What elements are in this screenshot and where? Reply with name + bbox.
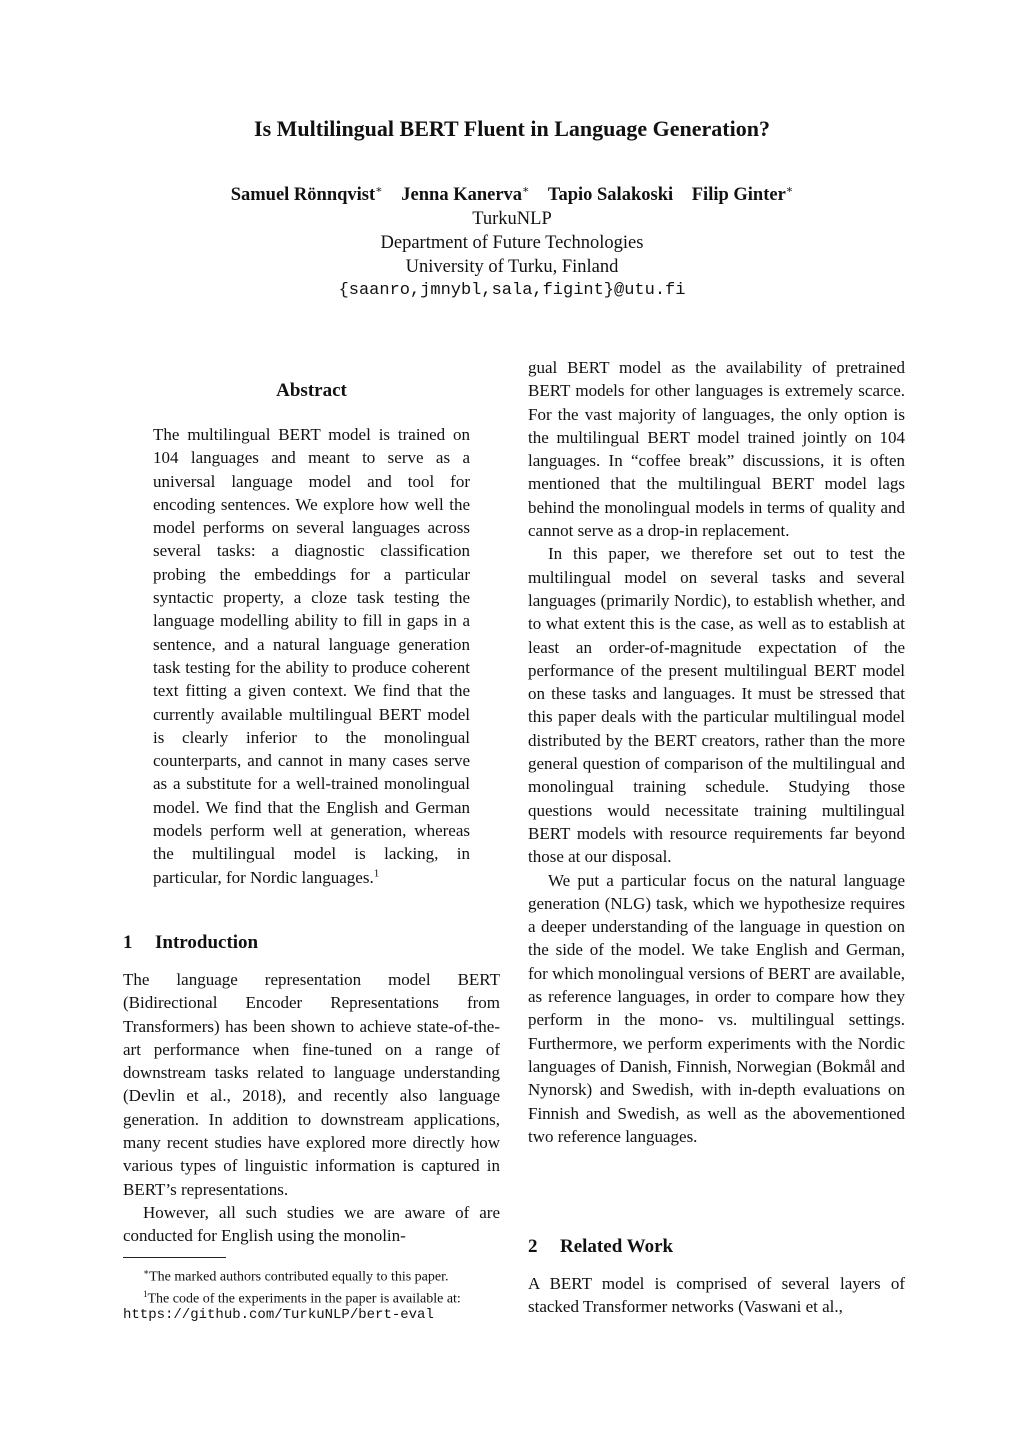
related-work-body [528,1272,905,1319]
paragraph: gual BERT model as the availability of pretrained BERT models for other languages is extremely scarce. For the vast majority of languages, the only option is the multilingual BERT model trained jointly on 104 languages. In “coffee break” discussions, it is often mentioned that the multilingual BERT model lags behind the monolingual models in terms of quality and cannot serve as a drop-in replacement. [528,358,905,541]
author-group: TurkuNLP [472,209,552,230]
author-email: {saanro,jmnybl,sala,figint}@utu.fi [338,281,686,301]
section-heading-introduction [123,932,258,954]
author-department: Department of Future Technologies [380,233,644,254]
code-url-link[interactable]: https://github.com/TurkuNLP/bert-eval [123,1307,434,1324]
author-name: Jenna Kanerva [401,185,523,206]
footnotes [123,1264,500,1324]
paragraph: We put a particular focus on the natural language generation (NLG) task, which we hypothesize requires a deeper understanding of the language in question on the side of the model. We take English and German, for which monolingual versions of BERT are available, as reference languages, in order to compare how they perform in the mono- vs. multilingual settings. Furthermore, we perform experiments with the Nordic languages of Danish, Finnish, Norwegian (Bokmål and Nynorsk) and Swedish, with in-depth evaluations on Finnish and Swedish, as well as the abovementioned two reference languages. [528,870,905,1146]
section-title: Introduction [155,932,259,953]
equal-contribution-mark: ∗ [375,184,383,196]
section-number: 2 [528,1236,538,1257]
footnote-text: The code of the experiments in the paper is available at: [147,1291,461,1307]
paragraph: A BERT model is comprised of several layers of stacked Transformer networks (Vaswani et al., [528,1274,905,1317]
author-name: Filip Ginter [691,185,786,206]
paragraph: In this paper, we therefore set out to test the multilingual model on several tasks and several languages (primarily Nordic), to establish whether, and to what extent this is the case, as well as to establish at least an order-of-magnitude expectation of the performance of the present multilingual BERT model on these tasks and languages. It must be stressed that this paper deals with the particular multilingual model distributed by the BERT creators, rather than the more general question of comparison of the multilingual and monolingual training schedule. Studying those questions would necessitate training multilingual BERT models with resource requirements far beyond those at our disposal. [528,544,905,867]
author-university: University of Turku, Finland [405,257,619,278]
abstract-text [153,423,470,889]
footnote [123,1286,500,1308]
footnote-mark: ∗ [143,1267,150,1277]
right-column-body [528,356,905,1148]
abstract-heading: Abstract [276,380,347,401]
footnote-mark: 1 [143,1288,148,1299]
section-heading-related-work [528,1236,673,1258]
introduction-body [123,968,500,1248]
paragraph: The language representation model BERT (Bidirectional Encoder Representations from Transformers) has been shown to achieve state-of-the-art performance when fine-tuned on a range of downstream tasks related to language understanding (Devlin et al., 2018), and recently also language generation. In addition to downstream applications, many recent studies have explored more directly how various types of linguistic information is captured in BERT’s representations. [123,970,500,1199]
footnote [123,1264,500,1286]
footnote-divider [123,1257,226,1258]
paper-title: Is Multilingual BERT Fluent in Language Generation? [254,116,770,141]
equal-contribution-mark: ∗ [785,184,794,196]
author-block [0,178,1024,303]
author-name: Samuel Rönnqvist [230,185,376,206]
footnote-text: The marked authors contributed equally to this paper. [149,1269,449,1285]
section-title: Related Work [560,1236,674,1257]
footnote-ref: 1 [373,866,380,879]
author-name: Tapio Salakoski [547,185,674,206]
author-names [0,178,1024,207]
abstract-paragraph: The multilingual BERT model is trained on 104 languages and meant to serve as a universal language model and tool for encoding sentences. We explore how well the model performs on several languages across several tasks: a diagnostic classification probing the embeddings for a particular syntactic property, a cloze task testing the language modelling ability to fill in gaps in a sentence, and a natural language generation task testing for the ability to produce coherent text fitting a given context. We find that the currently available multilingual BERT model is clearly inferior to the monolingual counterparts, and cannot in many cases serve as a substitute for a well-trained monolingual model. We find that the English and German models perform well at generation, whereas the multilingual model is lacking, in particular, for Nordic languages. [153,425,470,887]
equal-contribution-mark: ∗ [522,184,530,196]
section-number: 1 [123,932,133,953]
paragraph: However, all such studies we are aware of are conducted for English using the monolin- [123,1202,500,1246]
abstract-body [153,423,470,889]
